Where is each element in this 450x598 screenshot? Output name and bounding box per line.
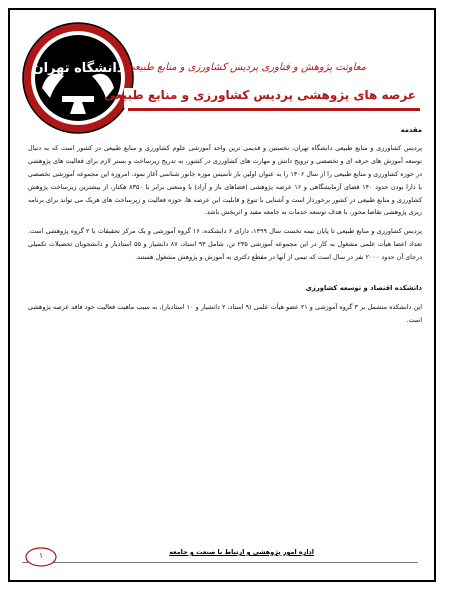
section-heading: دانشکده اقتصاد و توسعه کشاورزی bbox=[305, 284, 422, 293]
page-title: عرصه های پژوهشی پردیس کشاورزی و منابع طبیعی bbox=[103, 88, 416, 102]
department-subtitle: معاونت پژوهش و فناوری پردیس کشاورزی و منابع طبیعی bbox=[126, 62, 366, 73]
section-paragraph: این دانشکده متشمل بر ۳ گروه آموزشی و ۲۱ عضو هیأت علمی (۹ استاد، ۲ دانشیار و ۱۰ استادیار)، به سبب ماهیت فعالیت خود فاقد عرصه پژوهشی است. bbox=[28, 302, 422, 324]
intro-heading: مقدمه bbox=[400, 126, 422, 134]
logo-text: دانشگاه تهران bbox=[32, 61, 124, 76]
footer-office-name: اداره امور پژوهشی و ارتباط با صنعت و جامعه bbox=[169, 548, 314, 556]
paragraph-2: پردیس کشاورزی و منابع طبیعی تا پایان نیمه نخست سال ۱۳۹۹، دارای ۶ دانشکده، ۱۶ گروه آموزشی و یک مرکز تحقیقات با ۲ گروه پژوهشی است. تعداد اعضا هیأت علمی مشغول به کار در این مجموعه آموزشی ۲۳۵ تن، شامل ۹۳ استاد، ۸۷ دانشیار و ۵۵ استادیار و دانشجویان تحصیلات تکمیلی درجای آن حدود ۲۰۰۰ نفر در سال است که تیمی از آنها در مقطع دکتری به آموزش و پژوهش مشغول هستند. bbox=[28, 227, 422, 262]
paragraph-1: پردیس کشاورزی و منابع طبیعی دانشگاه تهران، نخستین و قدیمی ترین واحد آموزشی علوم کشاورزی و منابع طبیعی در کشور است که به دنبال توسعه آموزش های حرفه ای و تخصصی و ترویج دانش و مهارت های کشاورزی در کشور، به تدریج زیرساخت و بستر لازم برای فعالیت های پژوهشی در حوزه کشاورزی و منابع طبیعی را از سال ۱۳۰۶ را به عنوان اولین بار تأسیس موزه جانور شناسی آغاز نمود. امروزه این مجموعه آموزشی تخصصی با دارا بودن حدود ۱۴۰ فضای آزمایشگاهی و ۱۶ عرصه پژوهشی (فضاهای باز و آزاد) با وسعتی برابر با ۸۳۵۰ هکتار، از بیشترین زیرساخت پژوهش کشاورزی و منابع طبیعی در کشور برخوردار است و آشنایی با تنوع و قابلیت این عرصه ها، حوزه فعالیت و زیرساخت های هریک می تواند برای برنامه ریزی پژوهشی تقاضا محور، با هدف توسعه خدمات به جامعه مفید و اثربخش باشد. bbox=[28, 143, 422, 217]
document-body bbox=[28, 124, 422, 333]
footer-divider bbox=[22, 562, 418, 563]
page-number: ۱ bbox=[38, 551, 44, 560]
university-logo bbox=[22, 22, 134, 134]
title-divider bbox=[128, 108, 420, 111]
